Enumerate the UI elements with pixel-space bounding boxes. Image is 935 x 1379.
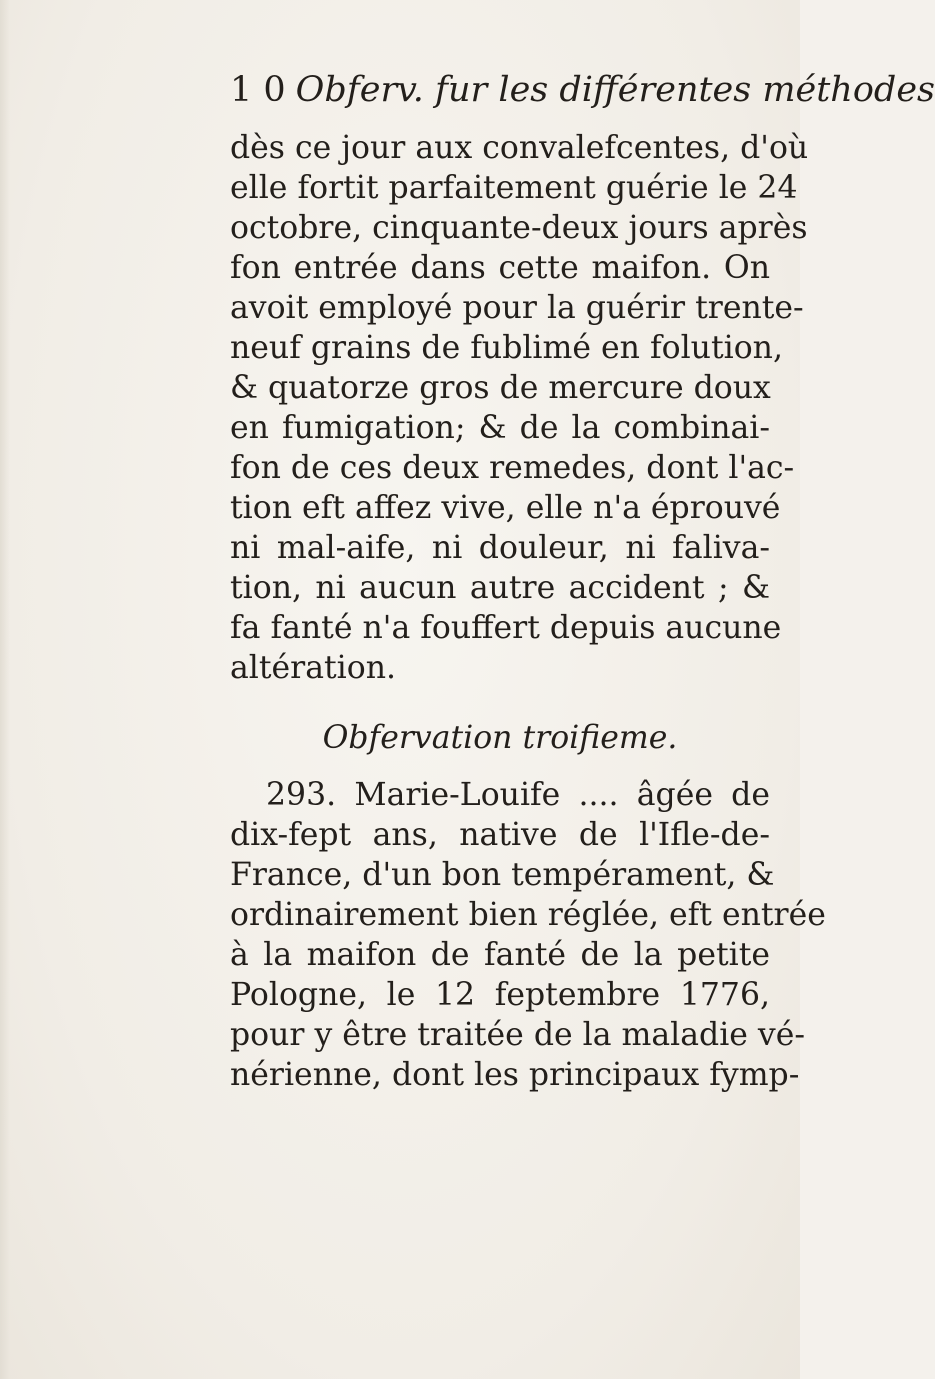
text-line: tion eft affez vive, elle n'a éprouvé (230, 490, 781, 526)
text-line: neuf grains de fublimé en folution, (230, 330, 783, 366)
text-line: fon de ces deux remedes, dont l'ac- (230, 450, 795, 486)
text-line: France, d'un bon tempérament, & (230, 857, 775, 893)
section-heading: Obfervation troifieme. (322, 720, 678, 756)
text-line: fon entrée dans cette maifon. On (230, 250, 770, 286)
text-line: 293. Marie-Louife .... âgée de (266, 777, 770, 813)
text-line: dix-fept ans, native de l'Ifle-de- (230, 817, 770, 853)
text-line: avoit employé pour la guérir trente- (230, 290, 804, 326)
text-line: & quatorze gros de mercure doux (230, 370, 771, 406)
page-number: 1 0 (230, 70, 286, 110)
text-line: dès ce jour aux convalefcentes, d'où (230, 130, 809, 166)
text-line: ni mal-aife, ni douleur, ni faliva- (230, 530, 770, 566)
text-line: nérienne, dont les principaux fymp- (230, 1057, 800, 1093)
text-line: Pologne, le 12 feptembre 1776, (230, 977, 770, 1013)
text-line: altération. (230, 650, 396, 686)
page-header (230, 70, 935, 110)
text-line: pour y être traitée de la maladie vé- (230, 1017, 805, 1053)
text-line: tion, ni aucun autre accident ; & (230, 570, 770, 606)
text-line: octobre, cinquante-deux jours après (230, 210, 808, 246)
text-line: à la maifon de fanté de la petite (230, 937, 770, 973)
text-line: ordinairement bien réglée, eft entrée (230, 897, 826, 933)
running-title: Obferv. fur les différentes méthodes (295, 70, 935, 110)
text-line: en fumigation; & de la combinai- (230, 410, 770, 446)
text-line: fa fanté n'a fouffert depuis aucune (230, 610, 782, 646)
text-line: elle fortit parfaitement guérie le 24 (230, 170, 798, 206)
page-edge-shadow (0, 0, 10, 1379)
